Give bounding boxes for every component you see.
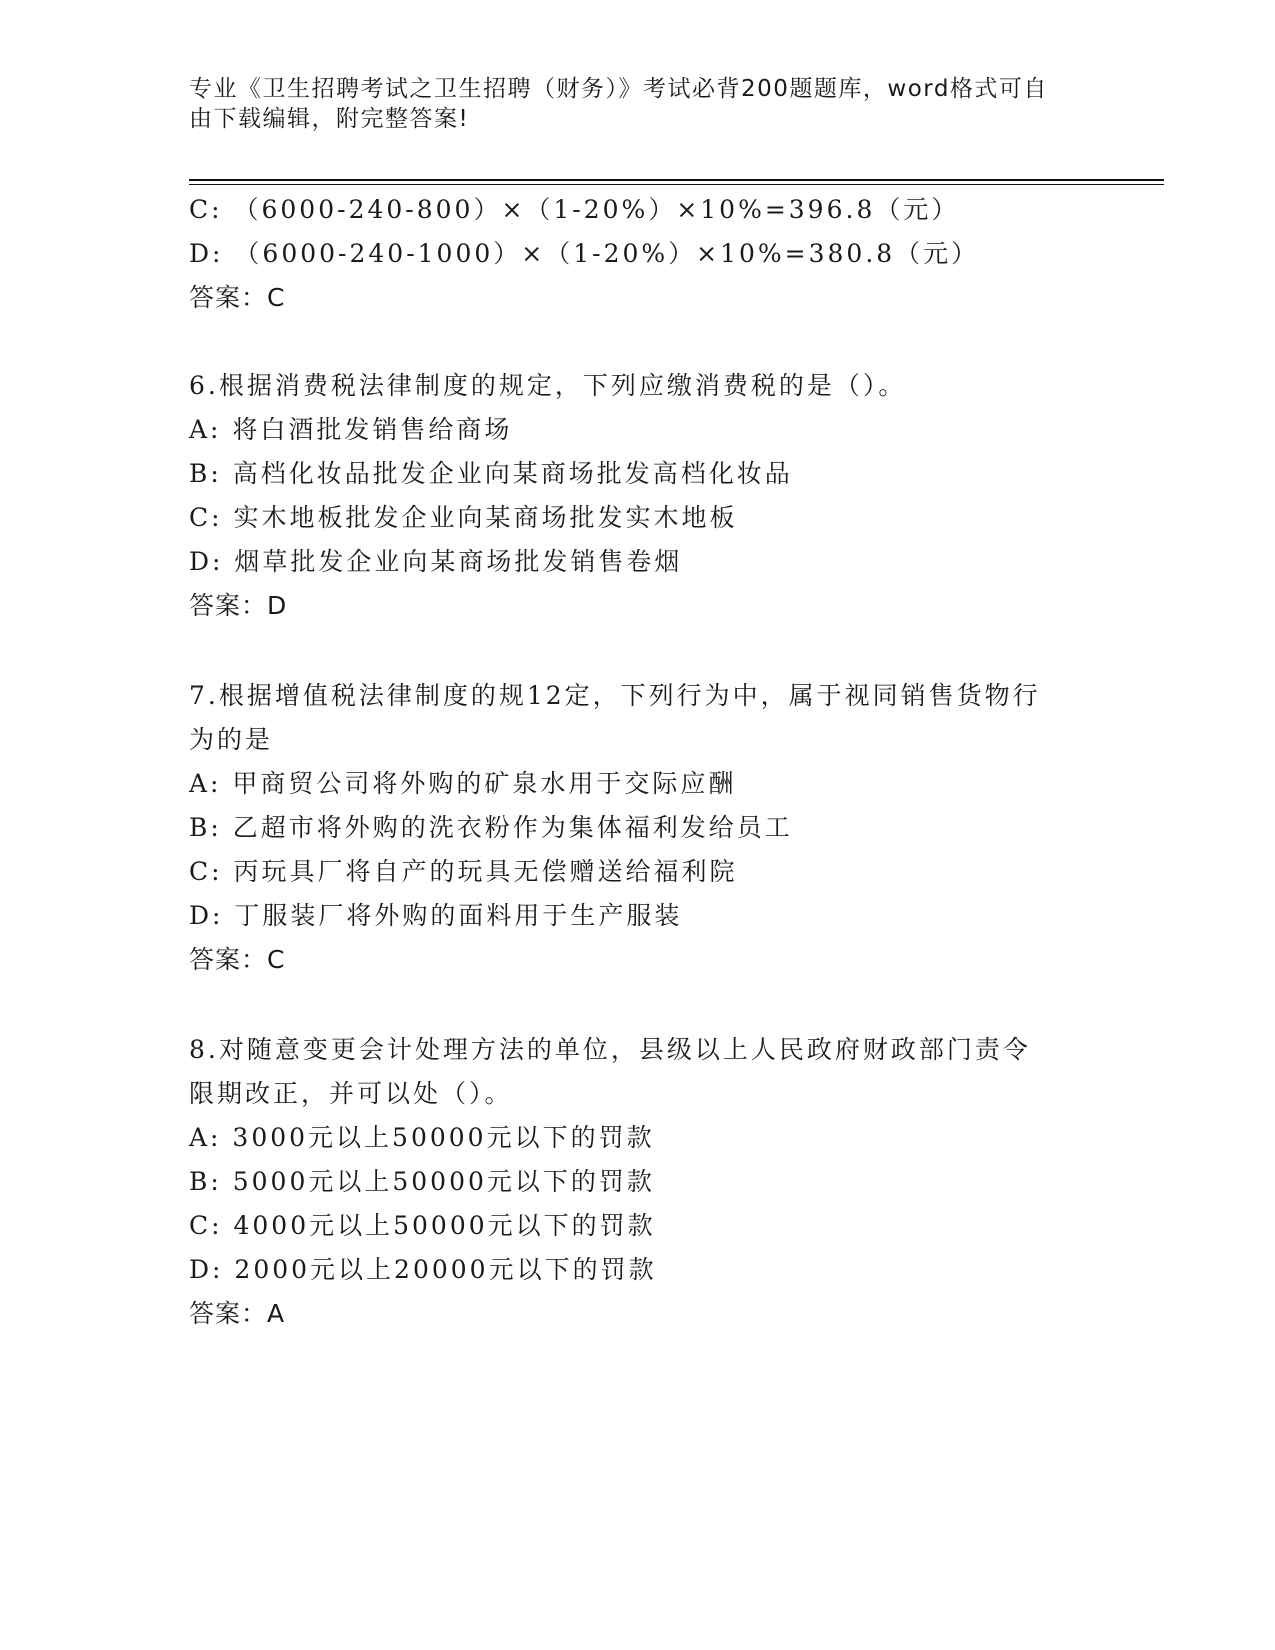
q7-answer: 答案：C bbox=[189, 945, 286, 974]
header-line-2: 由下载编辑，附完整答案! bbox=[189, 106, 470, 132]
q5-answer: 答案：C bbox=[189, 283, 286, 312]
q6-option-d: D: 烟草批发企业向某商场批发销售卷烟 bbox=[189, 547, 683, 576]
q7-option-d: D: 丁服装厂将外购的面料用于生产服装 bbox=[189, 901, 683, 930]
q6-answer: 答案：D bbox=[189, 591, 288, 620]
q6-option-c: C: 实木地板批发企业向某商场批发实木地板 bbox=[189, 503, 738, 532]
q8-option-b: B: 5000元以上50000元以下的罚款 bbox=[189, 1167, 655, 1196]
q6-option-a: A: 将白酒批发销售给商场 bbox=[189, 415, 513, 444]
header-divider-thin bbox=[189, 184, 1164, 185]
q7-option-b: B: 乙超市将外购的洗衣粉作为集体福利发给员工 bbox=[189, 813, 793, 842]
q8-answer: 答案：A bbox=[189, 1299, 286, 1328]
q7-option-c: C: 丙玩具厂将自产的玩具无偿赠送给福利院 bbox=[189, 857, 738, 886]
header-divider-thick bbox=[189, 179, 1164, 181]
q6-stem: 6.根据消费税法律制度的规定，下列应缴消费税的是（）。 bbox=[189, 371, 907, 400]
document-header bbox=[189, 74, 1089, 134]
header-line-1: 专业《卫生招聘考试之卫生招聘（财务）》考试必背200题题库，word格式可自 bbox=[189, 76, 1048, 102]
q6-option-b: B: 高档化妆品批发企业向某商场批发高档化妆品 bbox=[189, 459, 793, 488]
q7-stem-line-1: 7.根据增值税法律制度的规12定，下列行为中，属于视同销售货物行 bbox=[189, 681, 1041, 710]
q8-option-c: C: 4000元以上50000元以下的罚款 bbox=[189, 1211, 656, 1240]
q8-stem-line-1: 8.对随意变更会计处理方法的单位，县级以上人民政府财政部门责令 bbox=[189, 1035, 1031, 1064]
q7-option-a: A: 甲商贸公司将外购的矿泉水用于交际应酬 bbox=[189, 769, 737, 798]
q8-option-d: D: 2000元以上20000元以下的罚款 bbox=[189, 1255, 657, 1284]
q8-stem-line-2: 限期改正，并可以处（）。 bbox=[189, 1079, 513, 1108]
q7-stem-line-2: 为的是 bbox=[189, 725, 274, 754]
q5-option-d: D: （6000-240-1000）×（1-20%）×10%=380.8（元） bbox=[189, 239, 980, 268]
q5-option-c: C: （6000-240-800）×（1-20%）×10%=396.8（元） bbox=[189, 195, 960, 224]
q8-option-a: A: 3000元以上50000元以下的罚款 bbox=[189, 1123, 655, 1152]
